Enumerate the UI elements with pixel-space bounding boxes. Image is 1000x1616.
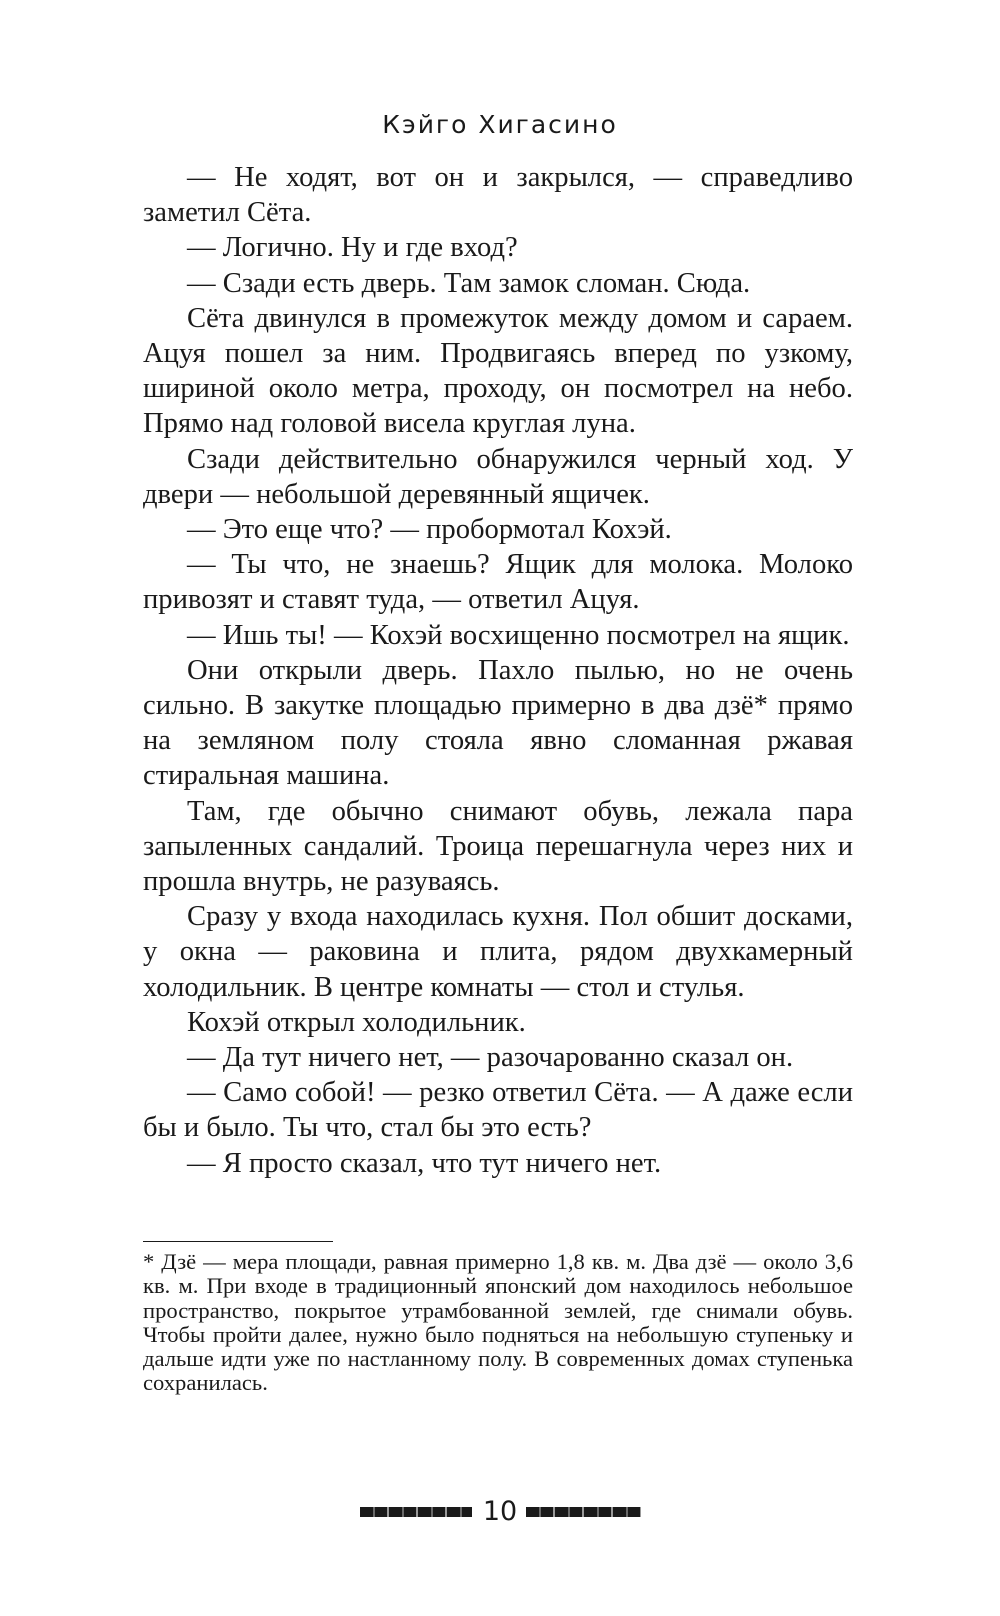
main-text: [143, 160, 853, 1181]
footnote-text: * Дзё — мера площади, равная примерно 1,8 кв. м. Два дзё — около 3,6 кв. м. При входе в традиционный японский дом находилось небольшое пространство, покрытое утрамбованной землей, где снимали обувь. Чтобы пройти далее, нужно было подняться на небольшую ступеньку и дальше идти уже по настланному полу. В современных домах ступенька сохранилась.: [143, 1249, 853, 1396]
paragraph: — Ты что, не знаешь? Ящик для молока. Молоко привозят и ставят туда, — ответил Ацуя.: [143, 549, 853, 616]
page-number-block: [0, 1492, 1000, 1532]
paragraph: Сразу у входа находилась кухня. Пол обшит досками, у окна — раковина и плита, рядом двухкамерный холодильник. В центре комнаты — стол и стулья.: [143, 901, 853, 1003]
paragraph: Там, где обычно снимают обувь, лежала пара запыленных сандалий. Троица перешагнула через них и прошла внутрь, не разуваясь.: [143, 795, 853, 898]
paragraph: Кохэй открыл холодильник.: [187, 1006, 526, 1038]
page-number: 10: [482, 1496, 518, 1527]
paragraph: — Не ходят, вот он и закрылся, — справедливо заметил Сёта.: [143, 162, 853, 229]
paragraph: Сёта двинулся в промежуток между домом и сараем. Ацуя пошел за ним. Продвигаясь вперед по узкому, шириной около метра, проходу, он посмотрел на небо. Прямо над головой висела круглая луна.: [143, 302, 853, 440]
paragraph: — Это еще что? — пробормотал Кохэй.: [187, 514, 672, 546]
paragraph: — Само собой! — резко ответил Сёта. — А даже если бы и было. Ты что, стал бы это есть?: [143, 1077, 853, 1144]
paragraph: — Ишь ты! — Кохэй восхищенно посмотрел на ящик.: [187, 619, 850, 651]
folio-ornament-left: [360, 1507, 472, 1517]
paragraph: — Да тут ничего нет, — разочарованно сказал он.: [187, 1042, 794, 1074]
paragraph: — Логично. Ну и где вход?: [187, 232, 518, 264]
paragraph: — Я просто сказал, что тут ничего нет.: [187, 1147, 662, 1179]
folio-ornament-right: [526, 1507, 641, 1517]
paragraph: Они открыли дверь. Пахло пылью, но не очень сильно. В закутке площадью примерно в два дзё* прямо на земляном полу стояла явно сломанная ржавая стиральная машина.: [143, 654, 853, 792]
paragraph: — Сзади есть дверь. Там замок сломан. Сюда.: [187, 267, 751, 299]
footnote: [143, 1250, 853, 1396]
running-header: Кэйго Хигасино: [382, 110, 618, 139]
footnote-divider: [143, 1241, 333, 1242]
paragraph: Сзади действительно обнаружился черный ход. У двери — небольшой деревянный ящичек.: [143, 443, 853, 510]
